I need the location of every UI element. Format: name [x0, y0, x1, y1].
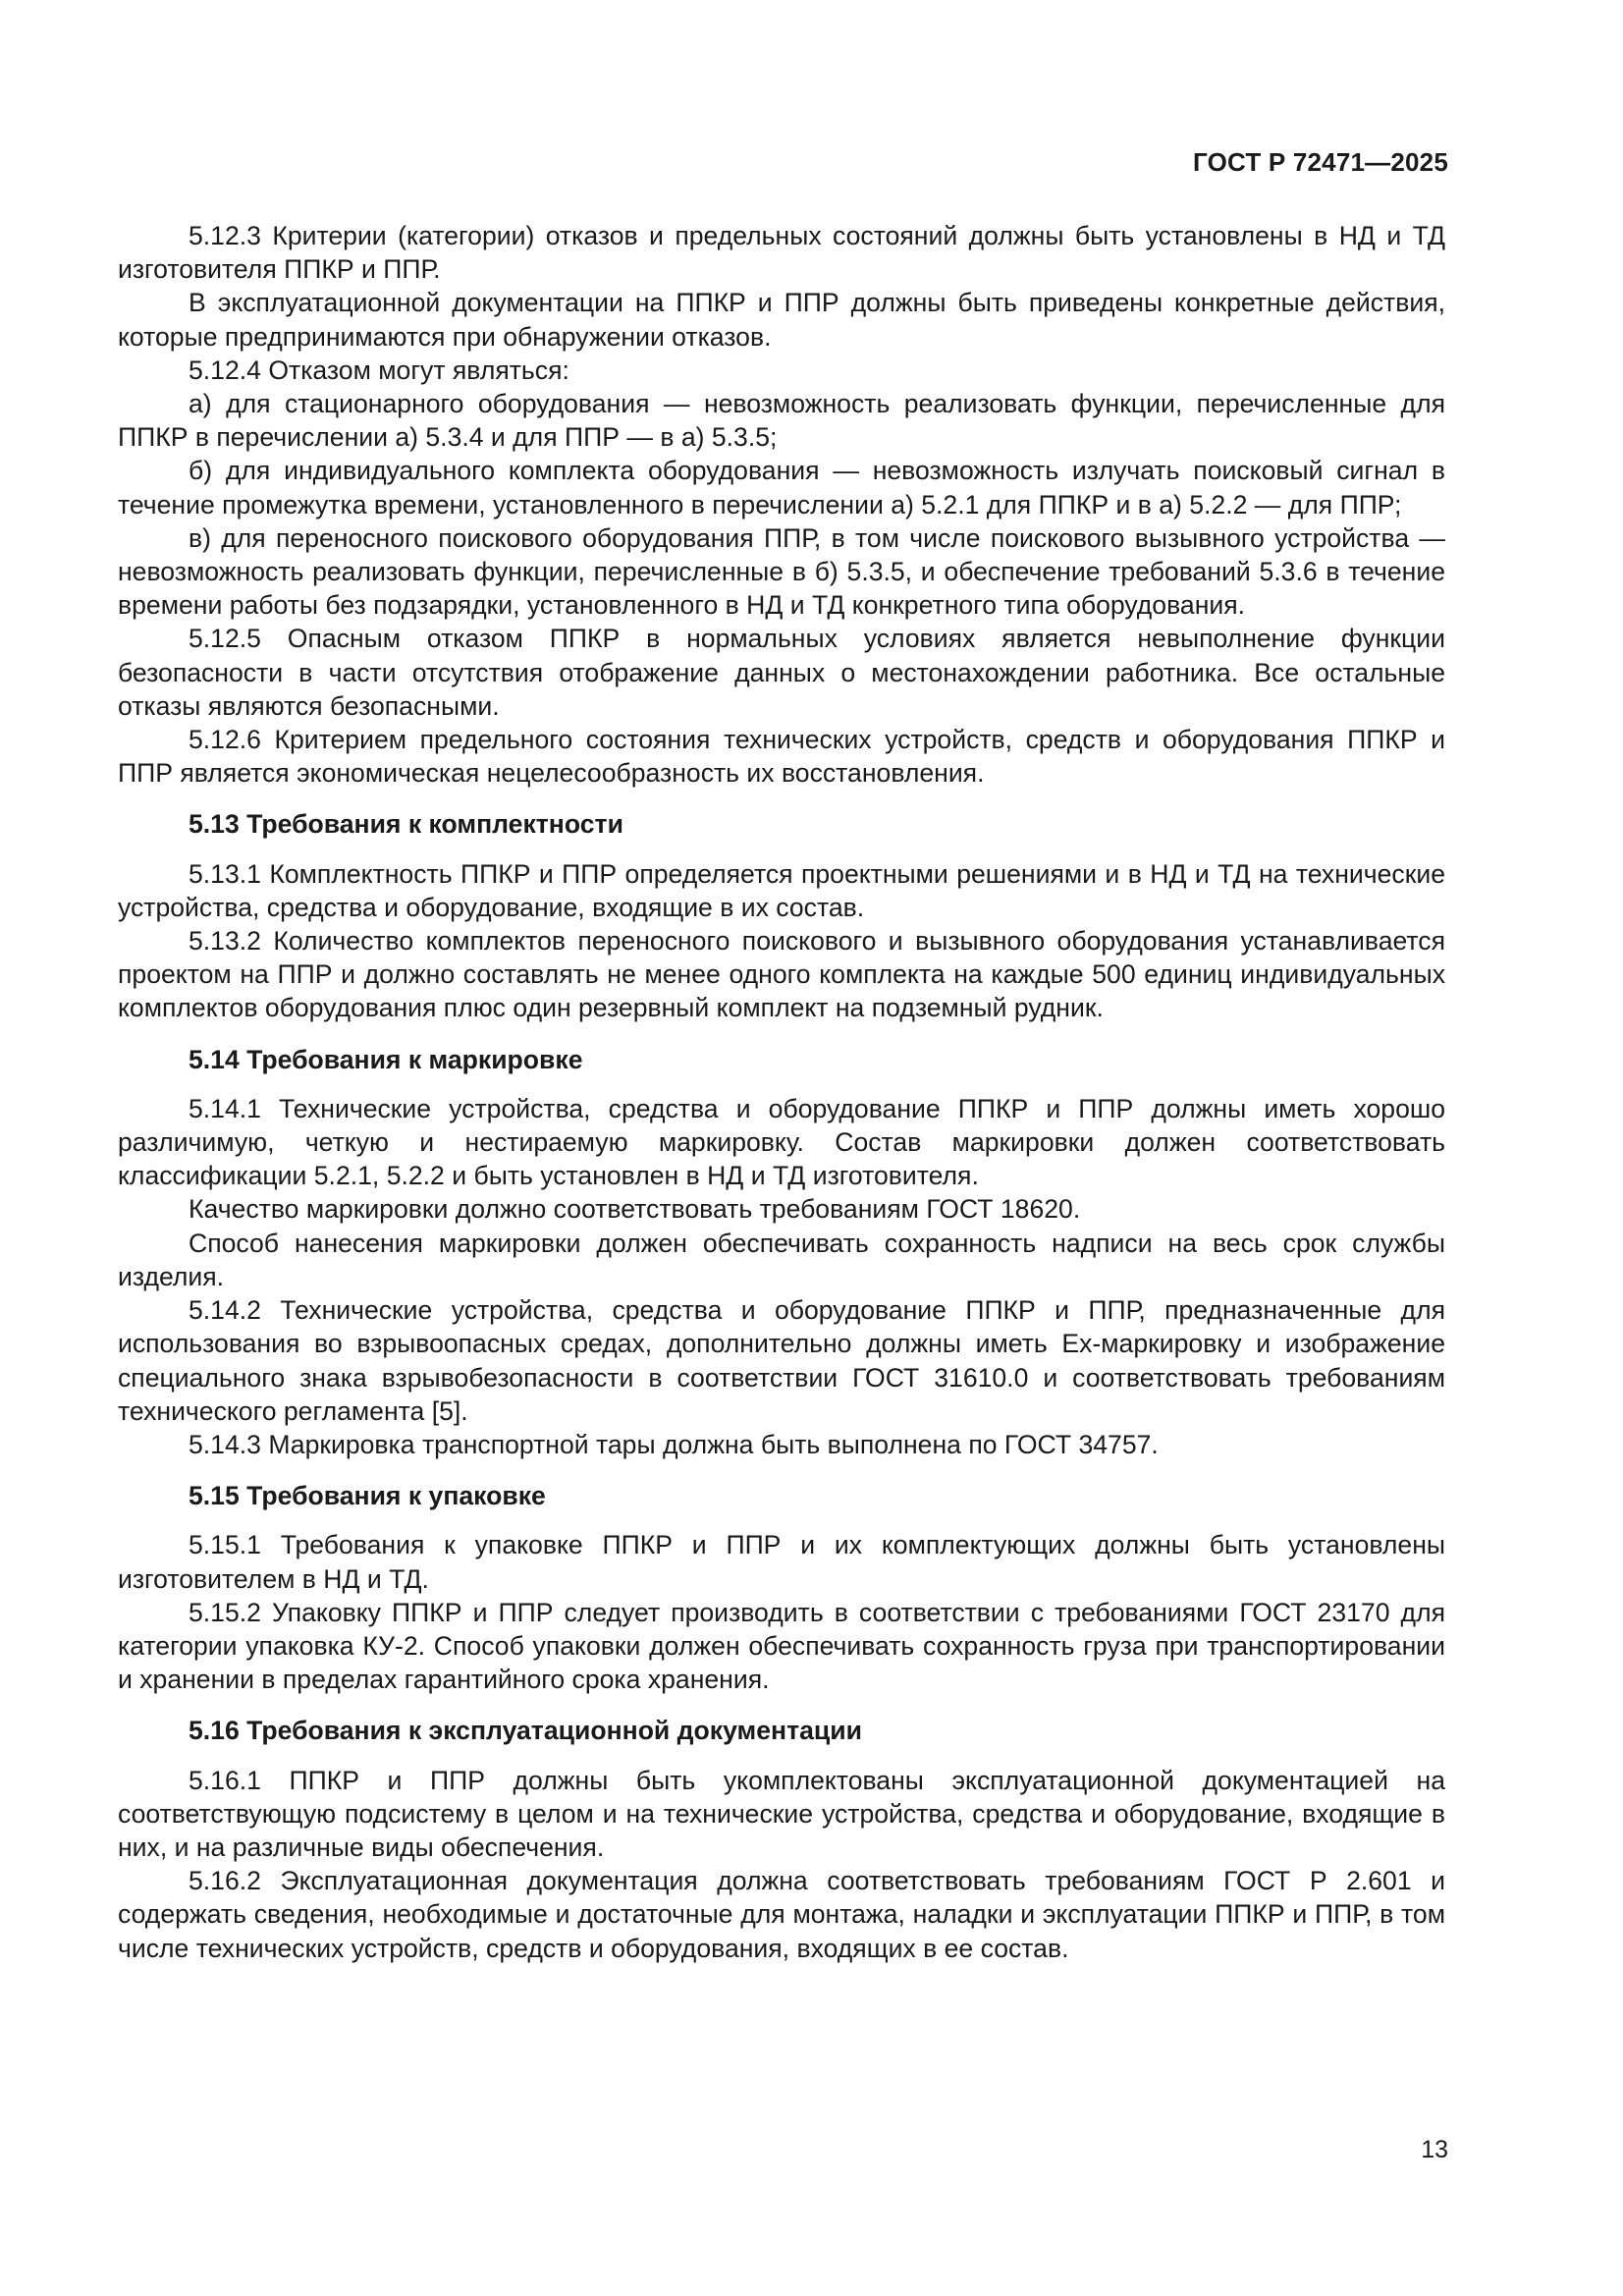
section-5-13 [118, 807, 1445, 1024]
section-5-14 [118, 1043, 1445, 1461]
paragraph: Способ нанесения маркировки должен обеспечивать сохранность надписи на весь срок службы изделия. [118, 1228, 1445, 1291]
list-item: а) для стационарного оборудования — невозможность реализовать функции, перечисленные для ППКР в перечислении а) 5.3.4 и для ППР — в а) 5.3.5; [118, 389, 1445, 453]
paragraph: 5.12.6 Критерием предельного состояния технических устройств, средств и оборудования ППКР и ППР является экономическая нецелесообразность их восстановления. [118, 725, 1445, 789]
paragraph: 5.12.4 Отказом могут являться: [189, 355, 569, 385]
paragraph: 5.15.2 Упаковку ППКР и ППР следует производить в соответствии с требованиями ГОСТ 23170 для категории упаковка КУ-2. Способ упаковки должен обеспечивать сохранность груза при транспортировании и хранении в пределах гарантийного срока хранения. [118, 1597, 1445, 1695]
section-heading: 5.14 Требования к маркировке [189, 1044, 583, 1074]
section-5-16 [118, 1714, 1445, 1964]
document-header: ГОСТ Р 72471—2025 [1193, 147, 1448, 177]
paragraph: 5.16.1 ППКР и ППР должны быть укомплектованы эксплуатационной документацией на соответствующую подсистему в целом и на технические устройства, средства и оборудование, входящие в них, и на различные виды обеспечения. [118, 1765, 1445, 1862]
section-heading: 5.13 Требования к комплектности [189, 809, 623, 840]
paragraph: В эксплуатационной документации на ППКР и ППР должны быть приведены конкретные действия, которые предпринимаются при обнаружении отказов. [118, 288, 1445, 352]
section-5-15 [118, 1479, 1445, 1696]
paragraph: 5.15.1 Требования к упаковке ППКР и ППР и их комплектующих должны быть установлены изготовителем в НД и ТД. [118, 1530, 1445, 1594]
section-heading: 5.15 Требования к упаковке [189, 1481, 546, 1511]
document-body [118, 219, 1445, 1965]
section-heading: 5.16 Требования к эксплуатационной документации [189, 1716, 862, 1746]
paragraph: 5.13.1 Комплектность ППКР и ППР определяется проектными решениями и в НД и ТД на технические устройства, средства и оборудование, входящие в их состав. [118, 858, 1445, 922]
paragraph: 5.12.5 Опасным отказом ППКР в нормальных условиях является невыполнение функции безопасности в части отсутствия отображение данных о местонахождении работника. Все остальные отказы являются безопасными. [118, 624, 1445, 721]
paragraph: Качество маркировки должно соответствовать требованиям ГОСТ 18620. [189, 1194, 1081, 1225]
list-item: в) для переносного поискового оборудования ППР, в том числе поискового вызывного устройства — невозможность реализовать функции, перечисленные в б) 5.3.5, и обеспечение требований 5.3.6 в течение времени работы без подзарядки, установленного в НД и ТД конкретного типа оборудования. [118, 522, 1445, 621]
list-item: б) для индивидуального комплекта оборудования — невозможность излучать поисковый сигнал в течение промежутка времени, установленного в перечислении а) 5.2.1 для ППКР и в а) 5.2.2 — для ППР; [118, 456, 1445, 519]
section-5-12 [118, 219, 1445, 790]
paragraph: 5.12.3 Критерии (категории) отказов и предельных состояний должны быть установлены в НД и ТД изготовителя ППКР и ППР. [118, 221, 1445, 285]
paragraph: 5.14.2 Технические устройства, средства и оборудование ППКР и ППР, предназначенные для использования во взрывоопасных средах, дополнительно должны иметь Ex-маркировку и изображение специального знака взрывобезопасности в соответствии ГОСТ 31610.0 и соответствовать требованиям технического регламента [5]. [118, 1295, 1445, 1426]
paragraph: 5.13.2 Количество комплектов переносного поискового и вызывного оборудования устанавливается проектом на ППР и должно составлять не менее одного комплекта на каждые 500 единиц индивидуальных комплектов оборудования плюс один резервный комплект на подземный рудник. [118, 926, 1445, 1023]
paragraph: 5.16.2 Эксплуатационная документация должна соответствовать требованиям ГОСТ Р 2.601 и содержать сведения, необходимые и достаточные для монтажа, наладки и эксплуатации ППКР и ППР, в том числе технических устройств, средств и оборудования, входящих в ее состав. [118, 1866, 1445, 1963]
paragraph: 5.14.3 Маркировка транспортной тары должна быть выполнена по ГОСТ 34757. [189, 1429, 1159, 1459]
paragraph: 5.14.1 Технические устройства, средства и оборудование ППКР и ППР должны иметь хорошо различимую, четкую и нестираемую маркировку. Состав маркировки должен соответствовать классификации 5.2.1, 5.2.2 и быть установлен в НД и ТД изготовителя. [118, 1093, 1445, 1191]
page-number: 13 [1421, 2136, 1448, 2163]
